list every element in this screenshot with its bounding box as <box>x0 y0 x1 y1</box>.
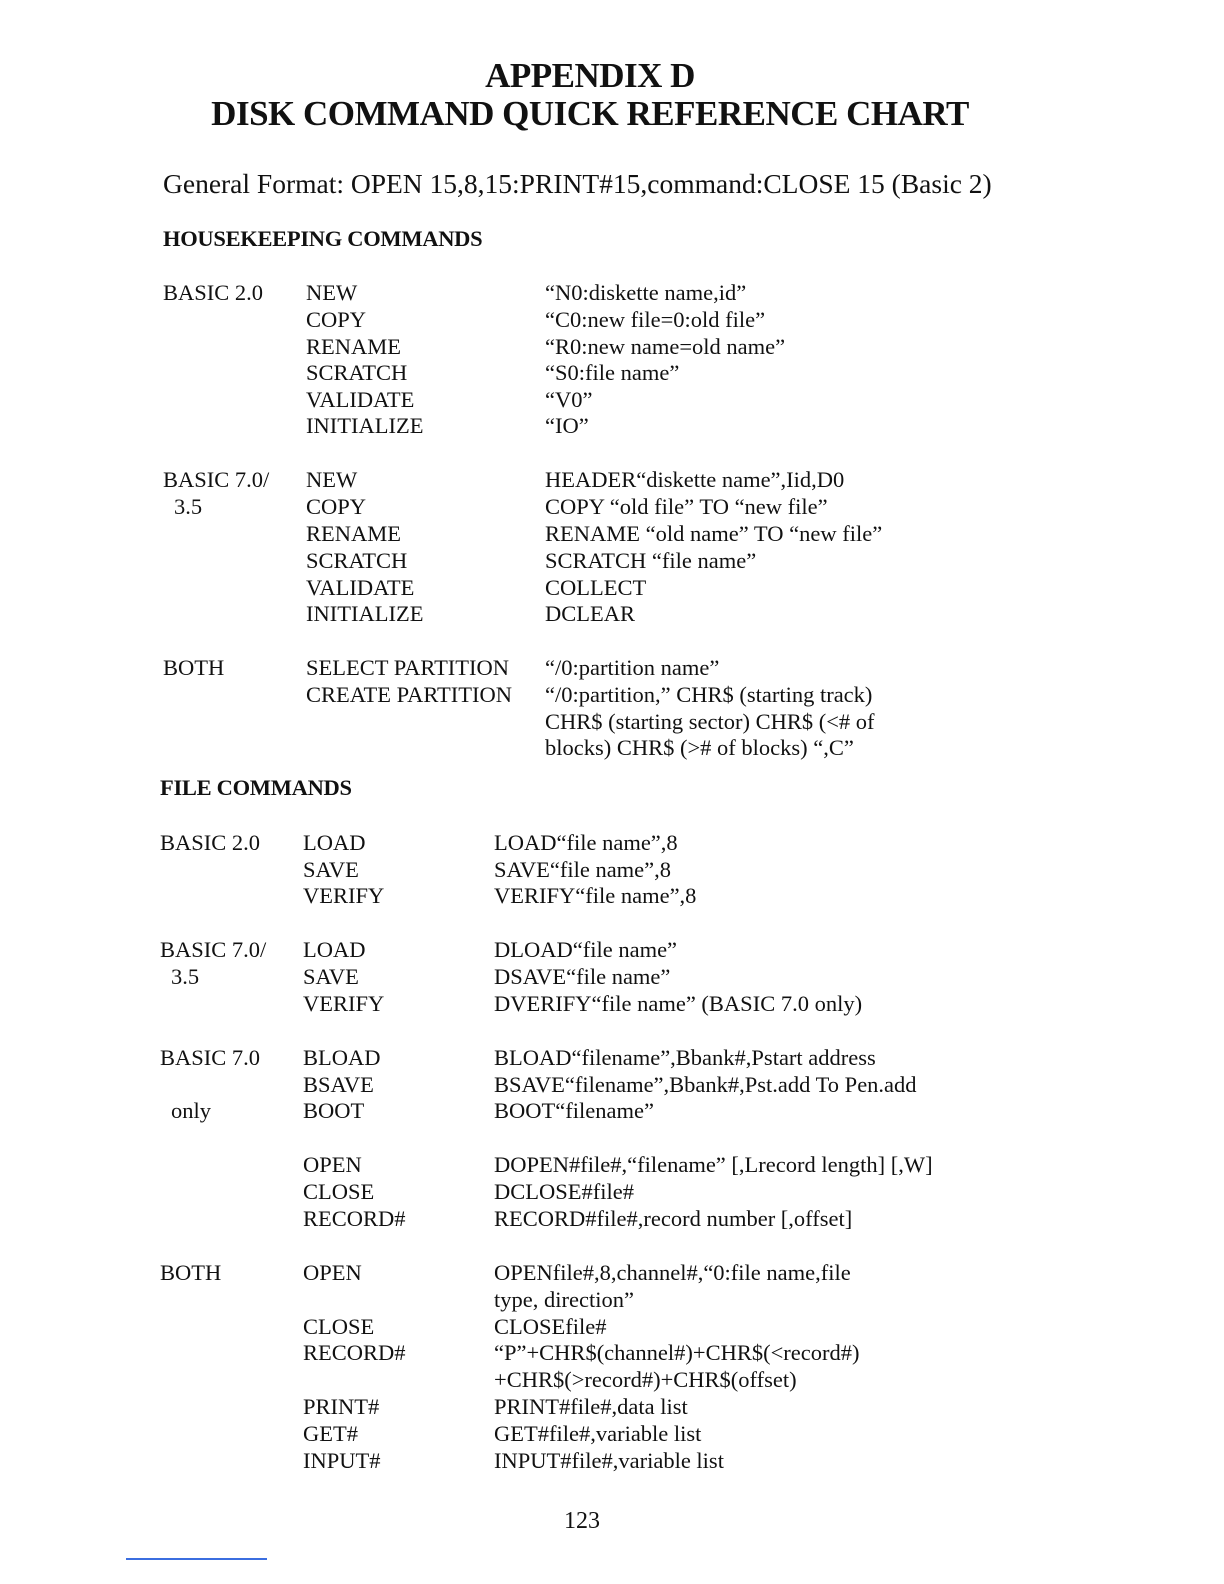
command-name: NEW <box>306 467 358 492</box>
command-name: VALIDATE <box>306 387 415 412</box>
command-syntax: COPY “old file” TO “new file” <box>545 494 828 519</box>
command-name: LOAD <box>303 830 366 855</box>
command-syntax: “C0:new file=0:old file” <box>545 307 766 332</box>
command-name: INPUT# <box>303 1448 381 1473</box>
command-syntax: INPUT#file#,variable list <box>494 1448 724 1473</box>
command-syntax: CLOSEfile# <box>494 1314 607 1339</box>
command-syntax: SCRATCH “file name” <box>545 548 757 573</box>
command-syntax: “IO” <box>545 413 589 438</box>
command-syntax: GET#file#,variable list <box>494 1421 702 1446</box>
command-syntax: CHR$ (starting sector) CHR$ (<# of <box>545 709 875 734</box>
command-name: COPY <box>306 494 367 519</box>
command-name: VALIDATE <box>306 575 415 600</box>
command-syntax: blocks) CHR$ (># of blocks) “,C” <box>545 735 854 760</box>
command-syntax: “S0:file name” <box>545 360 680 385</box>
command-syntax: HEADER“diskette name”,Iid,D0 <box>545 467 845 492</box>
command-name: RECORD# <box>303 1340 406 1365</box>
group-label: only <box>171 1098 212 1123</box>
command-syntax: “/0:partition,” CHR$ (starting track) <box>545 682 873 707</box>
command-syntax: OPENfile#,8,channel#,“0:file name,file <box>494 1260 851 1285</box>
command-name: INITIALIZE <box>306 601 424 626</box>
command-syntax: DVERIFY“file name” (BASIC 7.0 only) <box>494 991 863 1016</box>
appendix-title: APPENDIX D <box>485 56 695 95</box>
command-syntax: type, direction” <box>494 1287 634 1312</box>
housekeeping-heading: HOUSEKEEPING COMMANDS <box>163 226 483 251</box>
command-syntax: BOOT“filename” <box>494 1098 654 1123</box>
command-syntax: RENAME “old name” TO “new file” <box>545 521 883 546</box>
group-label: BASIC 7.0/ <box>160 937 267 962</box>
file-commands-heading: FILE COMMANDS <box>160 775 352 800</box>
command-name: VERIFY <box>303 883 385 908</box>
group-label: 3.5 <box>174 494 203 519</box>
group-label: 3.5 <box>171 964 200 989</box>
group-label: BASIC 7.0 <box>160 1045 261 1070</box>
command-name: CREATE PARTITION <box>306 682 512 707</box>
command-syntax: DOPEN#file#,“filename” [,Lrecord length] [,W] <box>494 1152 933 1177</box>
command-name: PRINT# <box>303 1394 380 1419</box>
command-syntax: SAVE“file name”,8 <box>494 857 672 882</box>
footer-rule <box>126 1558 267 1560</box>
command-syntax: DCLOSE#file# <box>494 1179 634 1204</box>
command-syntax: +CHR$(>record#)+CHR$(offset) <box>494 1367 797 1392</box>
command-syntax: VERIFY“file name”,8 <box>494 883 697 908</box>
command-name: SAVE <box>303 857 359 882</box>
command-name: RECORD# <box>303 1206 406 1231</box>
command-syntax: “N0:diskette name,id” <box>545 280 747 305</box>
command-syntax: PRINT#file#,data list <box>494 1394 688 1419</box>
command-syntax: “V0” <box>545 387 593 412</box>
command-name: SCRATCH <box>306 548 408 573</box>
chart-title: DISK COMMAND QUICK REFERENCE CHART <box>211 94 969 133</box>
command-name: COPY <box>306 307 367 332</box>
page-number: 123 <box>564 1508 600 1534</box>
command-name: NEW <box>306 280 358 305</box>
command-name: SCRATCH <box>306 360 408 385</box>
command-name: RENAME <box>306 334 401 359</box>
command-name: OPEN <box>303 1260 362 1285</box>
command-name: CLOSE <box>303 1314 375 1339</box>
command-name: OPEN <box>303 1152 362 1177</box>
command-name: BOOT <box>303 1098 365 1123</box>
command-name: SAVE <box>303 964 359 989</box>
command-syntax: COLLECT <box>545 575 647 600</box>
command-syntax: “P”+CHR$(channel#)+CHR$(<record#) <box>494 1340 860 1365</box>
command-syntax: DCLEAR <box>545 601 635 626</box>
general-format-line: General Format: OPEN 15,8,15:PRINT#15,command:CLOSE 15 (Basic 2) <box>163 168 992 199</box>
command-name: INITIALIZE <box>306 413 424 438</box>
group-label: BASIC 2.0 <box>163 280 264 305</box>
command-name: BSAVE <box>303 1072 374 1097</box>
group-label: BASIC 2.0 <box>160 830 261 855</box>
command-syntax: BSAVE“filename”,Bbank#,Pst.add To Pen.add <box>494 1072 917 1097</box>
command-name: VERIFY <box>303 991 385 1016</box>
group-label: BOTH <box>160 1260 222 1285</box>
command-name: SELECT PARTITION <box>306 655 510 680</box>
command-name: BLOAD <box>303 1045 381 1070</box>
command-syntax: “/0:partition name” <box>545 655 720 680</box>
command-syntax: DSAVE“file name” <box>494 964 671 989</box>
command-syntax: DLOAD“file name” <box>494 937 678 962</box>
command-syntax: BLOAD“filename”,Bbank#,Pstart address <box>494 1045 876 1070</box>
command-name: GET# <box>303 1421 358 1446</box>
command-name: RENAME <box>306 521 401 546</box>
command-syntax: LOAD“file name”,8 <box>494 830 678 855</box>
command-name: CLOSE <box>303 1179 375 1204</box>
command-name: LOAD <box>303 937 366 962</box>
command-syntax: “R0:new name=old name” <box>545 334 786 359</box>
command-syntax: RECORD#file#,record number [,offset] <box>494 1206 853 1231</box>
group-label: BOTH <box>163 655 225 680</box>
group-label: BASIC 7.0/ <box>163 467 270 492</box>
